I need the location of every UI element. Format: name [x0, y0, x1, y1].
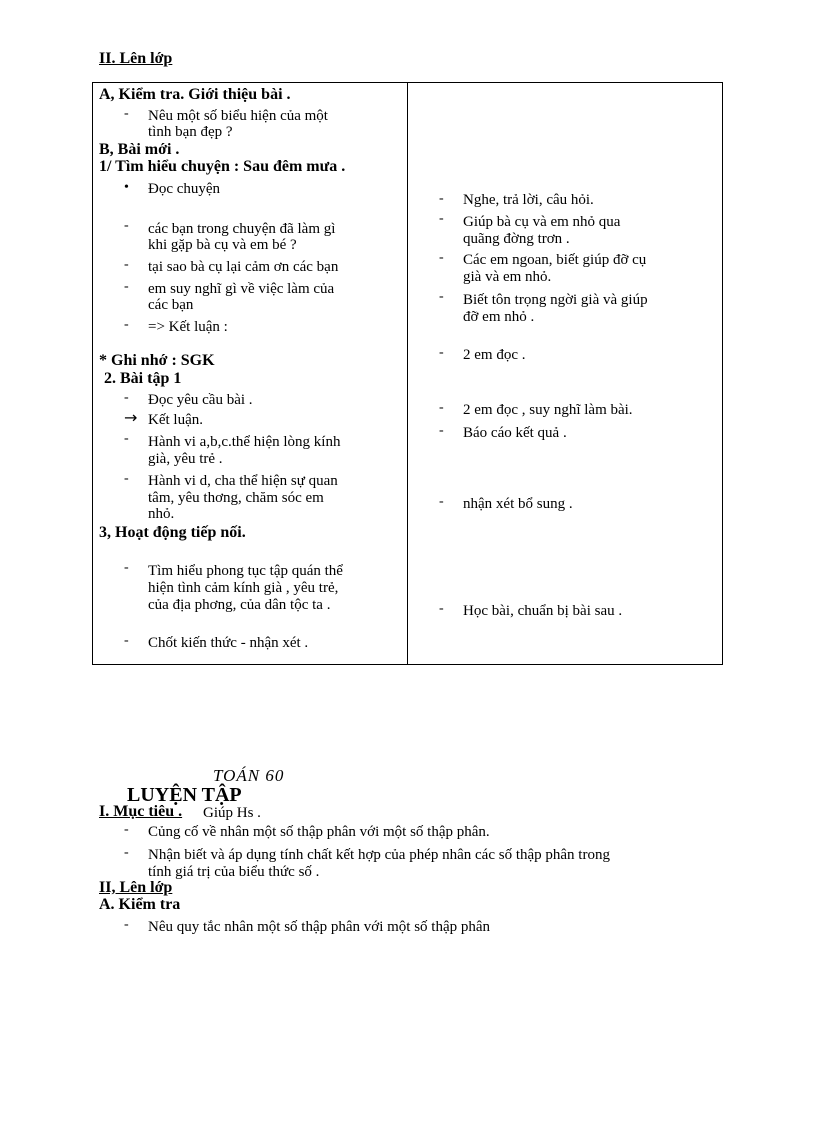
text-line: tại sao bà cụ lại cảm ơn các bạn [148, 259, 339, 275]
dash-bullet: - [124, 317, 129, 332]
text-line: của địa phơng, của dân tộc ta . [148, 597, 331, 613]
text-line: tình bạn đẹp ? [148, 124, 233, 140]
text-line: Hành vi a,b,c.thể hiện lòng kính [148, 434, 341, 450]
dash-bullet: - [439, 191, 444, 206]
subject-label: TOÁN 60 [213, 766, 285, 785]
text-line: Tìm hiểu phong tục tập quán thể [148, 563, 343, 579]
text-line: nhận xét bổ sung . [463, 496, 573, 512]
text-line: già và em nhỏ. [463, 269, 552, 285]
text-line: Giúp Hs . [203, 805, 261, 821]
text-line: 2 em đọc . [463, 347, 526, 363]
text-line: quãng đờng trơn . [463, 231, 570, 247]
dash-bullet: - [124, 390, 129, 405]
heading-muc-tieu: I. Mục tiêu . [99, 803, 183, 820]
heading-kiem-tra: A, Kiểm tra. Giới thiệu bài . [99, 86, 291, 103]
dash-bullet: - [124, 633, 129, 648]
text-line: nhỏ. [148, 506, 175, 522]
text-line: hiện tình cảm kính già , yêu trẻ, [148, 580, 339, 596]
section-heading-len-lop: II. Lên lớp [99, 50, 173, 67]
dot-bullet: • [124, 180, 129, 195]
text-line: các bạn [148, 297, 194, 313]
dash-bullet: - [124, 106, 129, 121]
dash-bullet: - [439, 400, 444, 415]
text-line: các bạn trong chuyện đã làm gì [148, 221, 336, 237]
dash-bullet: - [124, 218, 129, 233]
text-line: Biết tôn trọng ngời già và giúp [463, 292, 648, 308]
heading-hoat-dong-tiep-noi: 3, Hoạt động tiếp nối. [99, 524, 246, 541]
dash-bullet: - [124, 257, 129, 272]
text-line: Hành vi d, cha thể hiện sự quan [148, 473, 338, 489]
dash-bullet: - [439, 494, 444, 509]
text-line: Các em ngoan, biết giúp đỡ cụ [463, 252, 647, 268]
dash-bullet: - [439, 345, 444, 360]
arrow-right-icon: → [124, 408, 138, 427]
text-line: Giúp bà cụ và em nhỏ qua [463, 214, 621, 230]
text-line: Củng cố về nhân một số thập phân với một số thập phân. [148, 824, 490, 840]
text-line: Nhận biết và áp dụng tính chất kết hợp của phép nhân các số thập phân trong [148, 847, 610, 863]
text-line: khi gặp bà cụ và em bé ? [148, 237, 297, 253]
text-line: Kết luận. [148, 412, 203, 428]
text-line: Chốt kiến thức - nhận xét . [148, 635, 309, 651]
heading-ghi-nho: * Ghi nhớ : SGK [99, 352, 215, 369]
text-line: Nghe, trả lời, câu hỏi. [463, 192, 594, 208]
text-line: Nêu một số biểu hiện của một [148, 108, 328, 124]
heading-tim-hieu-chuyen: 1/ Tìm hiểu chuyện : Sau đêm mưa . [99, 158, 346, 175]
dash-bullet: - [124, 431, 129, 446]
heading-len-lop-2: II, Lên lớp [99, 879, 173, 896]
page-title: LUYỆN TẬP [127, 784, 242, 806]
dash-bullet: - [439, 211, 444, 226]
dash-bullet: - [124, 560, 129, 575]
text-line: Học bài, chuẩn bị bài sau . [463, 603, 623, 619]
text-line: => Kết luận : [148, 319, 228, 335]
text-line: Đọc chuyện [148, 181, 221, 197]
text-line: Báo cáo kết quả . [463, 425, 567, 441]
heading-bai-tap-1: 2. Bài tập 1 [104, 370, 182, 387]
text-line: Nêu quy tắc nhân một số thập phân với một số thập phân [148, 919, 491, 935]
dash-bullet: - [124, 845, 129, 860]
text-line: đỡ em nhỏ . [463, 309, 535, 325]
text-line: 2 em đọc , suy nghĩ làm bài. [463, 402, 633, 418]
dash-bullet: - [439, 601, 444, 616]
text-line: tâm, yêu thơng, chăm sóc em [148, 490, 324, 506]
text-line: tính giá trị của biểu thức số . [148, 864, 320, 880]
heading-kiem-tra-2: A. Kiểm tra [99, 896, 181, 913]
dash-bullet: - [439, 423, 444, 438]
text-line: già, yêu trẻ . [148, 451, 223, 467]
text-line: Đọc yêu cầu bài . [148, 392, 253, 408]
dash-bullet: - [124, 279, 129, 294]
dash-bullet: - [124, 917, 129, 932]
dash-bullet: - [439, 250, 444, 265]
dash-bullet: - [124, 822, 129, 837]
dash-bullet: - [439, 289, 444, 304]
table-column-divider [407, 82, 408, 665]
dash-bullet: - [124, 471, 129, 486]
heading-bai-moi: B, Bài mới . [99, 141, 180, 158]
text-line: em suy nghĩ gì về việc làm của [148, 281, 335, 297]
